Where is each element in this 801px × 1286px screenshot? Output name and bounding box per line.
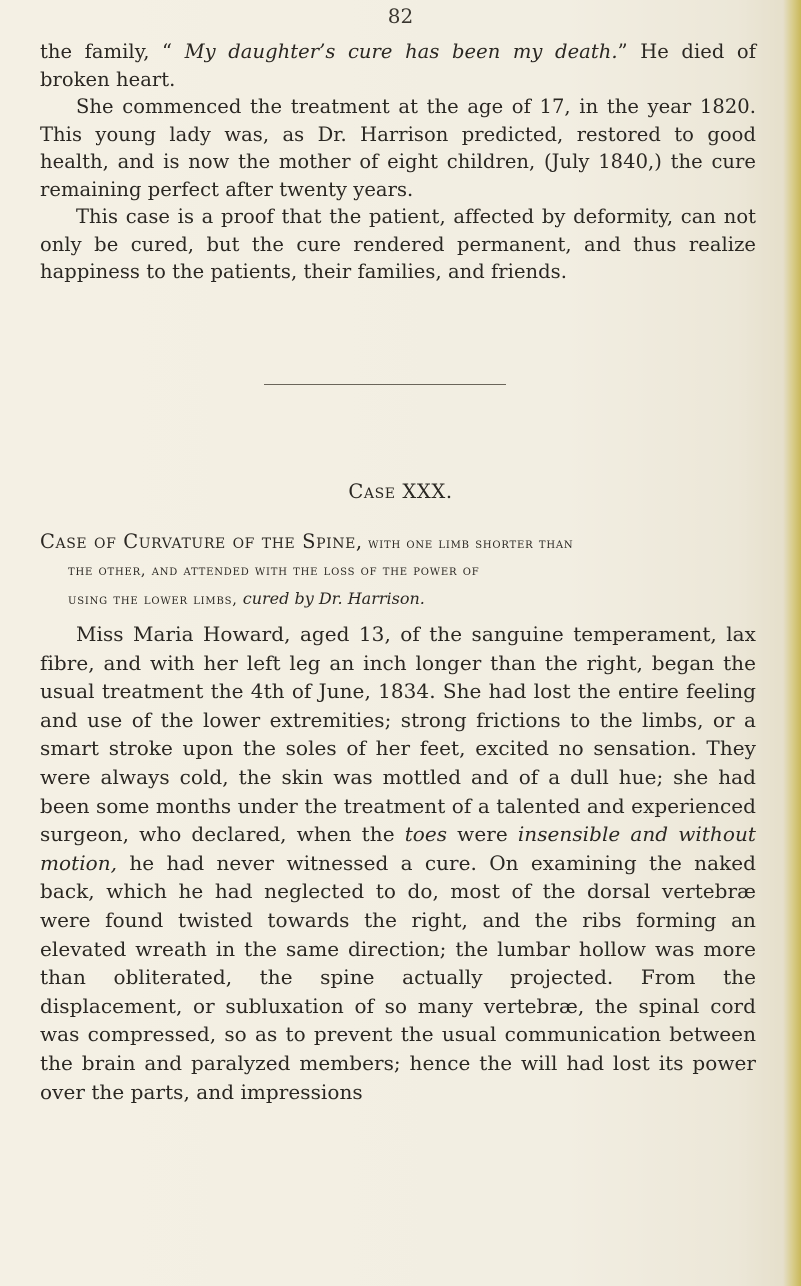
paragraph-proof <box>40 203 756 286</box>
top-paragraph-run: ” He died of broken heart. <box>40 40 756 91</box>
case-title: Case XXX. <box>348 480 453 503</box>
case-paragraph-run: were <box>447 822 518 847</box>
section-divider <box>264 384 506 385</box>
case-heading-line3: using the lower limbs, <box>68 592 238 608</box>
case-heading-line2: the other, and attended with the loss of the power of <box>68 563 480 579</box>
body-text-top <box>40 38 756 286</box>
top-paragraph-run: the family, “ <box>40 40 185 63</box>
case-paragraph-run: he had never witnessed a cure. On examining the naked back, which he had neglected to do, most of the dorsal vertebræ were found twisted towards the right, and the ribs forming an elevated wreath in the same direction; the lumbar hollow was more than obliterated, the spine actually projected. From the displacement, or subluxation of so many vertebræ, the spinal cord was compressed, so as to prevent the usual communication between the brain and paralyzed members; hence the will had lost its power over the parts, and impressions <box>40 850 756 1104</box>
case-heading-line1: Case of Curvature of the Spine, <box>40 530 363 553</box>
case-paragraph-run: insensible and without motion, <box>40 822 756 875</box>
body-text-case <box>40 620 756 1106</box>
case-paragraph-run: Miss Maria Howard, aged 13, of the sanguine temperament, lax fibre, and with her left leg an inch longer than the right, began the usual treatment the 4th of June, 1834. She had lost the entire feeling and use of the lower extremities; strong frictions to the limbs, or a smart stroke upon the soles of her feet, excited no sensation. They were always cold, the skin was mottled and of a dull hue; she had been some months under the treatment of a talented and experienced surgeon, who declared, when the <box>40 622 756 847</box>
top-paragraph-run: This case is a proof that the patient, affected by deformity, can not only be cured, but the cure rendered permanent, and thus realize happiness to the patients, their families, and friends. <box>40 205 756 283</box>
top-paragraph-run: She commenced the treatment at the age of 17, in the year 1820. This young lady was, as Dr. Harrison predicted, restored to good health, and is now the mother of eight children, (July 1840,) the cure remaining perfect after twenty years. <box>40 95 756 201</box>
top-paragraph-run: My daughter’s cure has been my death. <box>184 40 618 63</box>
case-paragraph-run: toes <box>404 822 448 847</box>
case-heading-line1-small: with one limb shorter than <box>362 536 574 552</box>
paragraph-treatment <box>40 93 756 203</box>
page-number: 82 <box>387 4 414 28</box>
page-edge-shadow <box>783 0 801 1286</box>
paragraph-case-description <box>40 620 756 1106</box>
paragraph-family-quote <box>40 38 756 93</box>
case-heading-cured-by: cured by Dr. Harrison. <box>237 589 425 608</box>
case-heading <box>40 528 756 614</box>
